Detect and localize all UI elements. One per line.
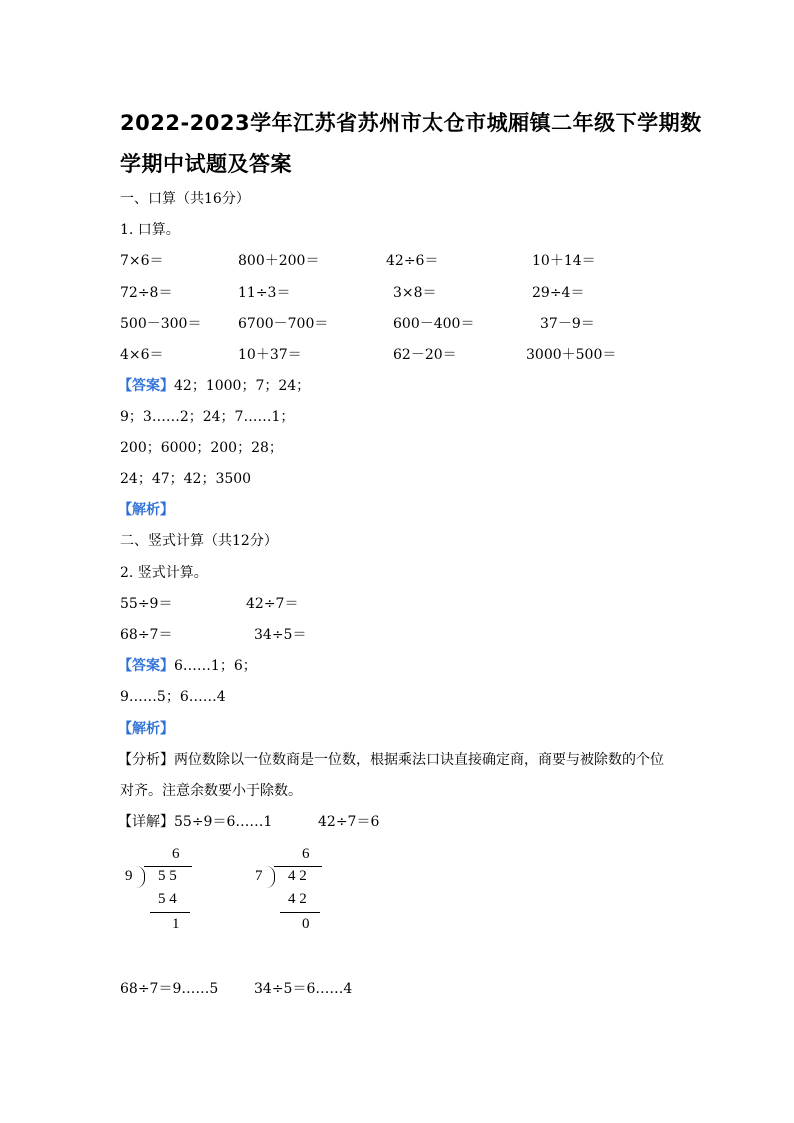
analysis-text-line2: 对齐。注意余数要小于除数。 [120, 783, 302, 799]
remainder: 1 [172, 916, 180, 932]
document-title-line2: 学期中试题及答案 [120, 152, 292, 176]
calc-item: 55÷9＝ [120, 596, 173, 612]
calc-item: 72÷8＝ [120, 285, 173, 301]
answer-tag: 【答案】 [118, 658, 174, 674]
calc-item: 62－20＝ [393, 347, 457, 363]
calc-item: 7×6＝ [120, 253, 164, 269]
answer-text: 42；1000；7；24； [174, 378, 311, 394]
product: 4 2 [288, 891, 307, 907]
calc-item: 6700－700＝ [238, 316, 329, 332]
product: 5 4 [158, 891, 177, 907]
calc-item: 29÷4＝ [532, 285, 585, 301]
section2-question: 2. 竖式计算。 [120, 565, 208, 581]
calc-item: 3000＋500＝ [526, 347, 617, 363]
calc-item: 10＋14＝ [532, 253, 596, 269]
remainder: 0 [302, 916, 310, 932]
calc-item: 68÷7＝ [120, 627, 173, 643]
answer-tag: 【答案】 [118, 378, 174, 394]
calc-item: 10＋37＝ [238, 347, 302, 363]
calc-item: 11÷3＝ [238, 285, 291, 301]
divisor: 9 [125, 868, 133, 884]
document-title-line1: 2022-2023学年江苏省苏州市太仓市城厢镇二年级下学期数 [120, 111, 702, 135]
calc-item: 37－9＝ [540, 316, 595, 332]
calc-item: 34÷5＝ [254, 627, 307, 643]
analysis-tag: 【解析】 [118, 502, 174, 518]
answer-line: 9……5；6……4 [120, 689, 226, 705]
section2-heading: 二、竖式计算（共12分） [120, 533, 278, 549]
quotient: 6 [172, 846, 180, 862]
calc-item: 42÷6＝ [386, 253, 439, 269]
analysis-tag: 【解析】 [118, 721, 174, 737]
answer-line [118, 655, 257, 675]
answer-line: 200；6000；200；28； [120, 440, 283, 456]
quotient: 6 [302, 846, 310, 862]
calc-item: 600－400＝ [393, 316, 475, 332]
divisor: 7 [255, 868, 263, 884]
detail-equation: 42÷7＝6 [318, 814, 380, 830]
dividend: 4 2 [288, 868, 307, 884]
detail-equation: 68÷7＝9……5 [120, 981, 219, 997]
answer-line [118, 375, 310, 395]
detail-label: 【详解】 [118, 814, 174, 830]
section1-heading: 一、口算（共16分） [120, 191, 250, 207]
calc-item: 42÷7＝ [246, 596, 299, 612]
calc-item: 4×6＝ [120, 347, 164, 363]
analysis-text-line1: 【分析】两位数除以一位数商是一位数，根据乘法口诀直接确定商，商要与被除数的个位 [118, 752, 664, 768]
dividend: 5 5 [158, 868, 177, 884]
detail-equation: 55÷9＝6……1 [174, 814, 273, 830]
calc-item: 800＋200＝ [238, 253, 320, 269]
calc-item: 500－300＝ [120, 316, 202, 332]
answer-text: 6……1；6； [174, 658, 257, 674]
answer-line: 9；3……2；24；7……1； [120, 409, 295, 425]
detail-line [118, 811, 272, 831]
answer-line: 24；47；42；3500 [120, 471, 252, 487]
detail-equation: 34÷5＝6……4 [254, 981, 353, 997]
calc-item: 3×8＝ [393, 285, 437, 301]
section1-question: 1. 口算。 [120, 222, 180, 238]
